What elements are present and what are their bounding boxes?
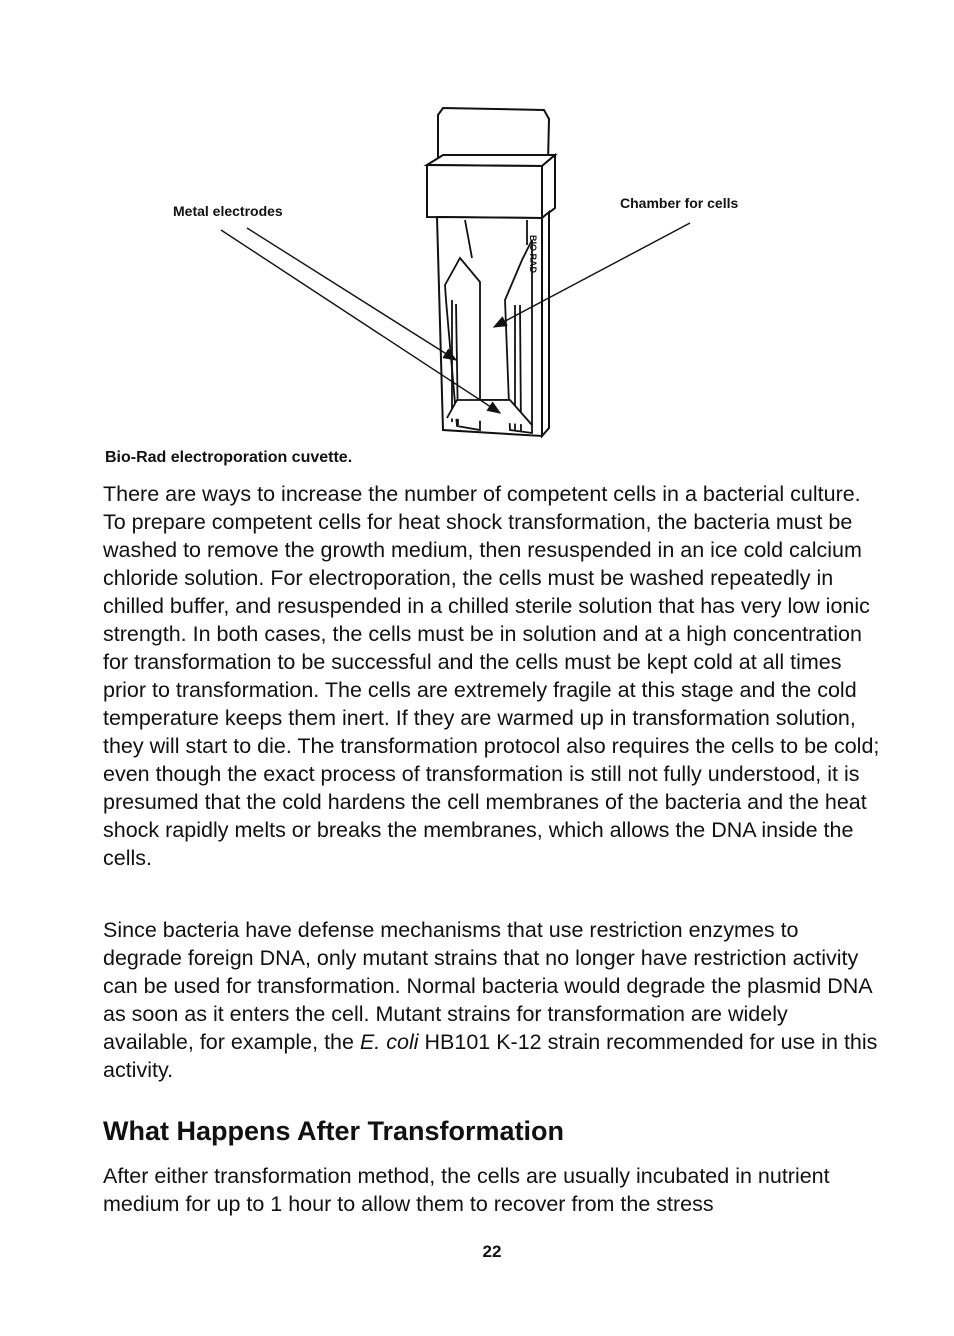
- section-heading: What Happens After Transformation: [103, 1116, 565, 1146]
- paragraph-after-transformation: After either transformation method, the cells are usually incubated in nutrient medium for up to 1 hour to allow them to recover from the stress: [103, 1164, 830, 1216]
- brand-mark: BIO RAD: [528, 235, 538, 273]
- p2-species-italic: E. coli: [359, 1030, 419, 1054]
- figure-caption: Bio-Rad electroporation cuvette.: [105, 449, 353, 466]
- leader-metal-1: [247, 228, 456, 360]
- p2-text-before: Since bacteria have defense mechanisms that use restriction enzymes to degrade foreign DNA, only mutant strains that no longer have restriction activity can be used for transformation. Normal bacteria would degrade the plasmid DNA as soon as it enters the cell. Mutant strains for transformation are widely available, for example, the: [103, 918, 872, 1054]
- label-metal-electrodes: Metal electrodes: [173, 203, 283, 219]
- p2-text-after: HB101 K-12 strain recommended for use in this activity.: [103, 1030, 878, 1082]
- paragraph-mutant-strains: [103, 916, 883, 1084]
- cuvette-figure: [100, 100, 800, 445]
- label-chamber-for-cells: Chamber for cells: [620, 195, 739, 211]
- page-number: 22: [482, 1242, 502, 1261]
- cuvette-cap: [427, 108, 555, 218]
- cuvette-illustration: [100, 100, 800, 445]
- paragraph-competent-cells: There are ways to increase the number of competent cells in a bacterial culture. To prepare competent cells for heat shock transformation, the bacteria must be washed to remove the growth medium, then resuspended in an ice cold calcium chloride solution. For electroporation, the cells must be washed repeatedly in chilled buffer, and resuspended in a chilled sterile solution that has very low ionic strength. In both cases, the cells must be in solution and at a high concentration for transformation to be successful and the cells must be kept cold at all times prior to transformation. The cells are extremely fragile at this stage and the cold temperature keeps them inert. If they are warmed up in transformation solution, they will start to die. The transformation protocol also requires the cells to be cold; even though the exact process of transformation is still not fully understood, it is presumed that the cold hardens the cell membranes of the bacteria and the heat shock rapidly melts or breaks the membranes, which allows the DNA inside the cells.: [103, 482, 880, 870]
